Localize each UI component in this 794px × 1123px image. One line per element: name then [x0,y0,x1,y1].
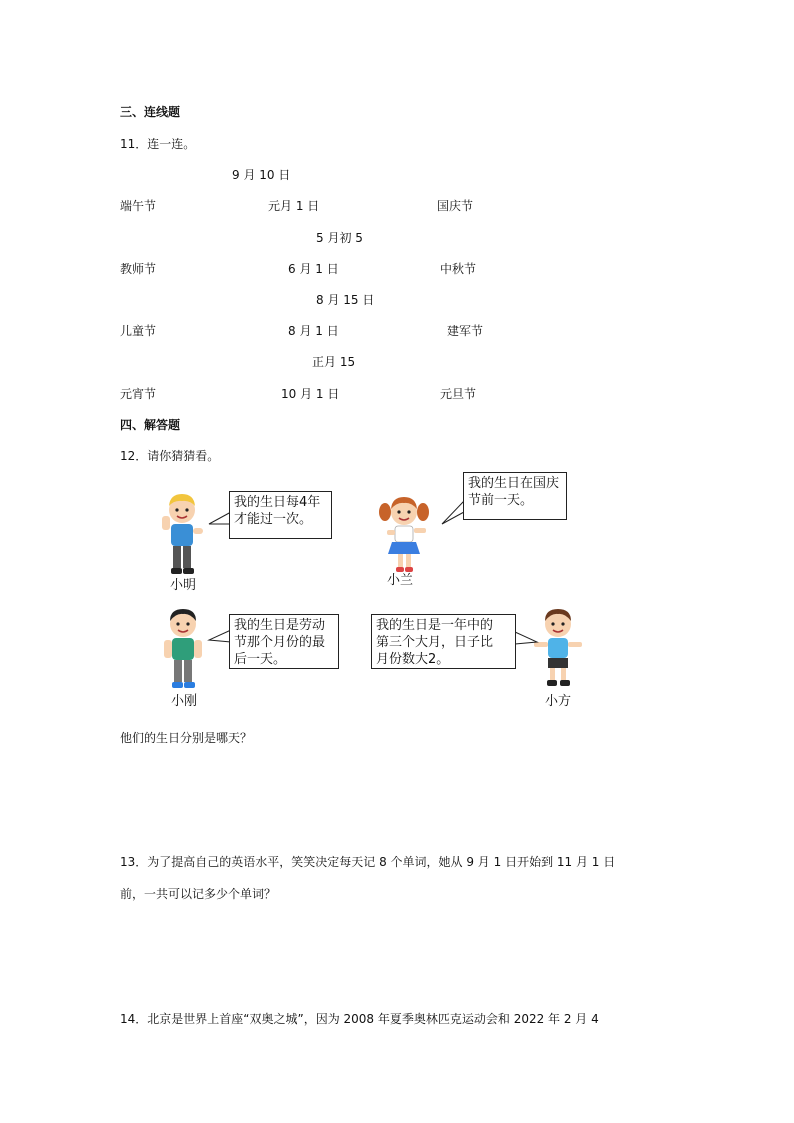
speech-line: 节那个月份的最 [234,635,326,650]
date-item: 5 月初 5 [316,231,363,245]
date-item: 10 月 1 日 [281,387,340,401]
festival-right-item: 元旦节 [440,387,477,401]
speech-line: 月份数大2。 [376,652,450,667]
q14-line-1: 14．北京是世界上首座“双奥之城”，因为 2008 年夏季奥林匹克运动会和 2022 年 2 月 4 [120,1012,599,1026]
girl-figure-icon [376,492,432,574]
boy-figure-icon [158,604,208,692]
festival-left-item: 教师节 [120,262,157,276]
boy-figure-icon [156,488,208,578]
date-item: 8 月 15 日 [316,293,375,307]
speech-line: 第三个大月，日子比 [376,635,494,650]
date-item: 8 月 1 日 [288,324,339,338]
speech-line: 我的生日是一年中的 [376,618,494,633]
kid-name: 小刚 [171,694,198,709]
speech-line: 我的生日是劳动 [234,618,326,633]
speech-line: 我的生日在国庆 [468,476,560,491]
speech-bubble [229,491,332,539]
speech-line: 我的生日每4年 [234,495,321,510]
speech-bubble [229,614,339,669]
q13-line-2: 前，一共可以记多少个单词？ [120,887,277,901]
section-3-title: 三、连线题 [120,105,181,119]
speech-line: 后一天。 [234,652,287,667]
speech-line: 节前一天。 [468,493,534,508]
date-item: 正月 15 [312,355,356,369]
speech-bubble-tail [441,500,465,526]
festival-left-item: 儿童节 [120,324,157,338]
speech-bubble-tail [514,630,538,650]
section-4-title: 四、解答题 [120,418,181,432]
speech-bubble [463,472,567,520]
boy-figure-icon [532,604,584,690]
date-item: 元月 1 日 [268,199,320,213]
date-item: 6 月 1 日 [288,262,339,276]
q13-line-1: 13．为了提高自己的英语水平，笑笑决定每天记 8 个单词，她从 9 月 1 日开始到 11 月 1 日 [120,855,616,869]
festival-left-item: 元宵节 [120,387,157,401]
q12-question: 他们的生日分别是哪天？ [120,731,253,745]
speech-line: 才能过一次。 [234,512,313,527]
festival-right-item: 建军节 [447,324,484,338]
speech-bubble [371,614,516,669]
festival-right-item: 中秋节 [440,262,477,276]
date-item: 9 月 10 日 [232,168,291,182]
kid-name: 小明 [170,578,197,593]
q12-stem: 12．请你猜猜看。 [120,449,220,463]
q11-stem: 11．连一连。 [120,137,196,151]
kid-name: 小方 [545,694,572,709]
kid-name: 小兰 [387,573,414,588]
festival-left-item: 端午节 [120,199,157,213]
festival-right-item: 国庆节 [437,199,474,213]
